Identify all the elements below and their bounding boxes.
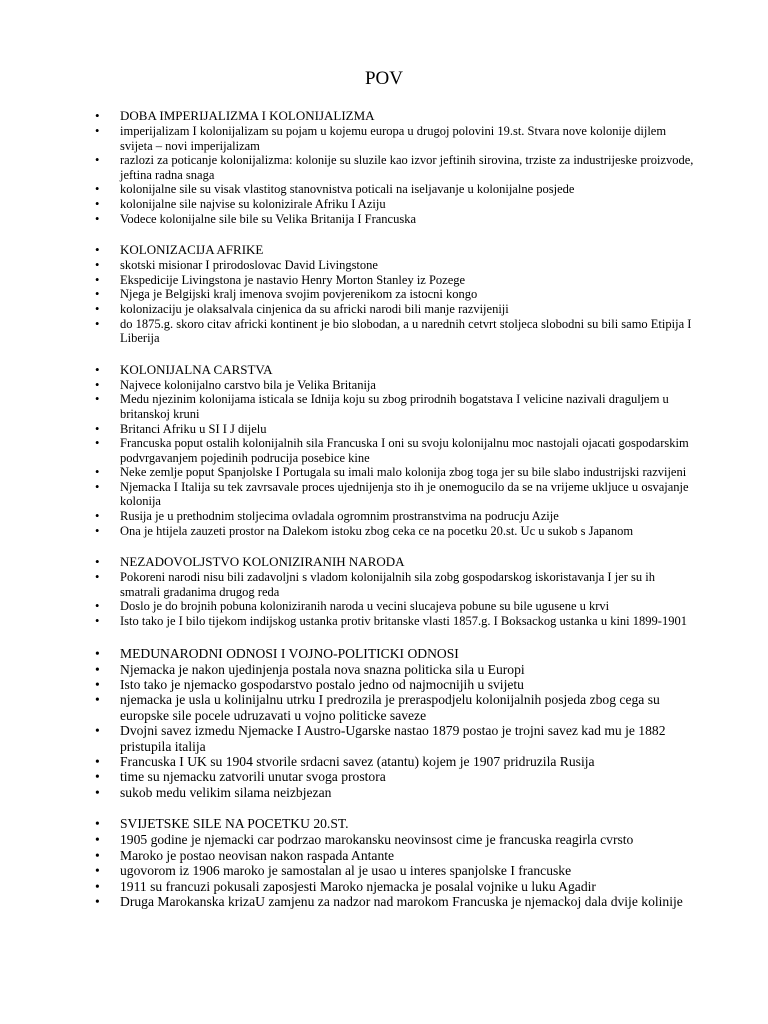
list-item: • skotski misionar I prirodoslovac David Livingstone (95, 258, 695, 273)
list-item: • 1911 su francuzi pokusali zaposjesti Maroko njemacka je posalal vojnike u luku Agadir (95, 879, 695, 894)
list-item: • kolonijalne sile su visak vlastitog stanovnistva poticali na iseljavanje u kolonijalne posjede (95, 182, 695, 197)
list-item: • kolonijalne sile najvise su kolonizirale Afriku I Aziju (95, 197, 695, 212)
section (95, 362, 695, 539)
section-heading: • NEZADOVOLJSTVO KOLONIZIRANIH NARODA (95, 554, 695, 570)
section (95, 645, 695, 801)
list-item: • sukob medu velikim silama neizbjezan (95, 785, 695, 800)
list-item: • imperijalizam I kolonijalizam su pojam u kojemu europa u drugoj polovini 19.st. Stvara nove kolonije dijlem svijeta – novi imperijalizam (95, 124, 695, 153)
list-item: • Francuska I UK su 1904 stvorile srdacni savez (atantu) kojem je 1907 pridruzila Rusija (95, 754, 695, 769)
list-item: • Doslo je do brojnih pobuna koloniziranih naroda u vecini slucajeva pobune su bile ugusene u krvi (95, 599, 695, 614)
list-item: • Najvece kolonijalno carstvo bila je Velika Britanija (95, 378, 695, 393)
list-item: • razlozi za poticanje kolonijalizma: kolonije su sluzile kao izvor jeftinih sirovina, trziste za industrijeske proizvode, jeftina radna snaga (95, 153, 695, 182)
list-item: • Britanci Afriku u SI I J dijelu (95, 422, 695, 437)
list-item: • Njemacka je nakon ujedinjenja postala nova snazna politicka sila u Europi (95, 662, 695, 677)
list-item: • Ona je htijela zauzeti prostor na Dalekom istoku zbog ceka ce na pocetku 20.st. Uc u sukob s Japanom (95, 524, 695, 539)
list-item: • Medu njezinim kolonijama isticala se Idnija koju su zbog prirodnih bogatstava I velicine nazivali draguljem u britanskoj kruni (95, 392, 695, 421)
section (95, 554, 695, 628)
list-item: • Njemacka I Italija su tek zavrsavale proces ujednijenja sto ih je onemogucilo da se na vrijeme ukljuce u osvajanje kolonija (95, 480, 695, 509)
list-item: • do 1875.g. skoro citav africki kontinent je bio slobodan, a u narednih cetvrt stoljeca slobodni su bili samo Etipija I Liberija (95, 317, 695, 346)
list-item: • njemacka je usla u kolinijalnu utrku I predrozila je preraspodjelu kolonijalnih posjeda zbog cega su europske sile pocele udruzavati u vojno politicke saveze (95, 692, 695, 723)
bullet-list (95, 108, 695, 226)
list-item: • Francuska poput ostalih kolonijalnih sila Francuska I oni su svoju kolonijalnu moc nastojali ojacati gospodarskim podvrgavanjem pojedinih podrucija posebice kine (95, 436, 695, 465)
list-item: • Ekspedicije Livingstona je nastavio Henry Morton Stanley iz Pozege (95, 273, 695, 288)
list-item: • ugovorom iz 1906 maroko je samostalan al je usao u interes spanjolske I francuske (95, 863, 695, 878)
list-item: • Njega je Belgijski kralj imenova svojim povjerenikom za istocni kongo (95, 287, 695, 302)
bullet-list (95, 362, 695, 539)
list-item: • 1905 godine je njemacki car podrzao marokansku neovinsost cime je francuska reagirla cvrsto (95, 832, 695, 847)
list-item: • Maroko je postao neovisan nakon raspada Antante (95, 848, 695, 863)
section-heading: • KOLONIJALNA CARSTVA (95, 362, 695, 378)
section (95, 108, 695, 226)
list-item: • Druga Marokanska krizaU zamjenu za nadzor nad marokom Francuska je njemackoj dala dvije kolinije (95, 894, 695, 909)
section (95, 815, 695, 909)
list-item: • Isto tako je I bilo tijekom indijskog ustanka protiv britanske vlasti 1857.g. I Boksackog ustanka u kini 1899-1901 (95, 614, 695, 629)
list-item: • Isto tako je njemacko gospodarstvo postalo jedno od najmocnijih u svijetu (95, 677, 695, 692)
bullet-list (95, 554, 695, 628)
list-item: • Pokoreni narodi nisu bili zadavoljni s vladom kolonijalnih sila zobg gospodarskog iskoristavanja I jer su ih smatrali gradanima drugog reda (95, 570, 695, 599)
document-body (95, 108, 695, 924)
list-item: • Rusija je u prethodnim stoljecima ovladala ogromnim prostranstvima na podrucju Azije (95, 509, 695, 524)
section-heading: • KOLONIZACIJA AFRIKE (95, 242, 695, 258)
section-heading: • SVIJETSKE SILE NA POCETKU 20.ST. (95, 815, 695, 832)
list-item: • Neke zemlje poput Spanjolske I Portugala su imali malo kolonija zbog toga jer su bile slabo industrijski razvijeni (95, 465, 695, 480)
list-item: • Dvojni savez izmedu Njemacke I Austro-Ugarske nastao 1879 postao je trojni savez kad mu je 1882 pristupila italija (95, 723, 695, 754)
section-heading: • MEDUNARODNI ODNOSI I VOJNO-POLITICKI ODNOSI (95, 645, 695, 662)
section-heading: • DOBA IMPERIJALIZMA I KOLONIJALIZMA (95, 108, 695, 124)
bullet-list (95, 815, 695, 909)
list-item: • time su njemacku zatvorili unutar svoga prostora (95, 769, 695, 784)
list-item: • kolonizaciju je olaksalvala cinjenica da su africki narodi bili manje razvijeniji (95, 302, 695, 317)
bullet-list (95, 242, 695, 346)
list-item: • Vodece kolonijalne sile bile su Velika Britanija I Francuska (95, 212, 695, 227)
bullet-list (95, 645, 695, 801)
page-title: POV (364, 68, 403, 89)
section (95, 242, 695, 346)
